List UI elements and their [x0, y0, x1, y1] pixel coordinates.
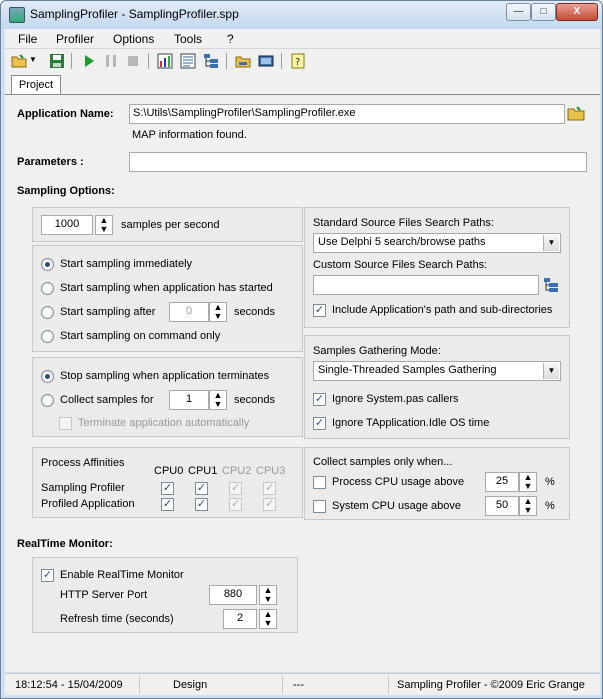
parameters-label: Parameters :	[17, 156, 84, 168]
title-bar[interactable]	[1, 1, 602, 29]
status-bar	[5, 673, 600, 695]
start-after-spinner[interactable]: ▲ ▼	[209, 302, 227, 322]
refresh-time-label: Refresh time (seconds)	[60, 613, 174, 625]
process-cpu-field[interactable]: 25	[485, 472, 519, 492]
ignore-idle-label[interactable]: Ignore TApplication.Idle OS time	[332, 417, 490, 429]
tree-icon[interactable]	[203, 53, 219, 69]
status-info: ---	[293, 676, 389, 694]
http-port-field[interactable]: 880	[209, 585, 257, 605]
collect-for-label[interactable]: Collect samples for	[60, 394, 154, 406]
gathering-mode-select[interactable]	[313, 361, 561, 381]
stop-on-terminate-label[interactable]: Stop sampling when application terminates	[60, 370, 270, 382]
chevron-down-icon[interactable]: ▼	[543, 235, 559, 251]
enable-realtime-label[interactable]: Enable RealTime Monitor	[60, 569, 184, 581]
standard-paths-value: Use Delphi 5 search/browse paths	[318, 236, 486, 248]
start-after-label[interactable]: Start sampling after	[60, 306, 156, 318]
affinity-app-cpu2-checkbox[interactable]: ✓	[230, 498, 241, 510]
tab-strip	[5, 73, 600, 95]
close-button[interactable]: X	[556, 3, 598, 21]
start-on-command-radio[interactable]	[41, 330, 54, 343]
app-icon	[9, 7, 25, 23]
collect-for-unit: seconds	[234, 394, 275, 406]
start-when-started-label[interactable]: Start sampling when application has started	[60, 282, 273, 294]
chevron-down-icon[interactable]: ▼	[543, 363, 559, 379]
include-app-path-checkbox[interactable]: ✓	[314, 304, 325, 316]
save-icon[interactable]	[49, 53, 65, 69]
start-options-group	[32, 245, 303, 352]
cpu0-header: CPU0	[154, 465, 184, 477]
collect-only-title: Collect samples only when...	[313, 456, 453, 468]
ignore-system-checkbox[interactable]: ✓	[314, 393, 325, 405]
toolbar	[5, 49, 600, 73]
status-copyright: Sampling Profiler - ©2009 Eric Grange	[397, 679, 585, 691]
terminate-auto-checkbox[interactable]	[59, 417, 72, 430]
custom-paths-label: Custom Source Files Search Paths:	[313, 259, 488, 271]
system-cpu-label[interactable]: System CPU usage above	[332, 500, 462, 512]
sampling-rate-spinner[interactable]: ▲ ▼	[95, 215, 113, 235]
affinity-row-profiled-application: Profiled Application	[41, 498, 135, 510]
include-app-path-label[interactable]: Include Application's path and sub-directories	[332, 304, 553, 316]
affinity-app-cpu1-checkbox[interactable]: ✓	[196, 498, 207, 510]
process-cpu-label[interactable]: Process CPU usage above	[332, 476, 465, 488]
stop-options-group	[32, 357, 303, 437]
system-cpu-checkbox[interactable]	[313, 500, 326, 513]
menu-tools[interactable]: Tools	[174, 32, 203, 46]
svg-text:?: ?	[295, 57, 301, 68]
browse-folder-icon[interactable]	[567, 104, 585, 122]
cpu3-header: CPU3	[256, 465, 286, 477]
custom-paths-field[interactable]	[313, 275, 539, 295]
application-name-field[interactable]: S:\Utils\SamplingProfiler\SamplingProfiler.exe	[129, 104, 565, 124]
affinity-app-cpu0-checkbox[interactable]: ✓	[162, 498, 173, 510]
sampling-rate-field[interactable]: 1000	[41, 215, 93, 235]
gathering-mode-value: Single-Threaded Samples Gathering	[318, 364, 497, 376]
realtime-monitor-group	[32, 557, 298, 633]
menu-file[interactable]: File	[18, 32, 38, 46]
affinity-app-cpu3-checkbox[interactable]: ✓	[264, 498, 275, 510]
start-on-command-label[interactable]: Start sampling on command only	[60, 330, 221, 342]
start-when-started-radio[interactable]	[41, 282, 54, 295]
project-panel	[5, 94, 600, 672]
collect-for-field[interactable]: 1	[169, 390, 209, 410]
system-cpu-unit: %	[545, 500, 555, 512]
collect-for-spinner[interactable]: ▲ ▼	[209, 390, 227, 410]
open-dropdown-icon[interactable]: ▼	[29, 55, 37, 64]
report-icon[interactable]	[157, 53, 173, 69]
sampling-options-label: Sampling Options:	[17, 185, 115, 197]
http-port-spinner[interactable]: ▲ ▼	[259, 585, 277, 605]
sampling-rate-group	[32, 207, 303, 242]
options-icon[interactable]	[180, 53, 196, 69]
window-title: SamplingProfiler - SamplingProfiler.spp	[30, 7, 239, 21]
minimize-button[interactable]: —	[506, 3, 531, 21]
collect-only-group	[304, 447, 570, 520]
process-cpu-unit: %	[545, 476, 555, 488]
gathering-mode-group	[304, 335, 570, 439]
cpu2-header: CPU2	[222, 465, 252, 477]
parameters-field[interactable]	[129, 152, 587, 172]
process-cpu-spinner[interactable]: ▲ ▼	[519, 472, 537, 492]
system-cpu-spinner[interactable]: ▲ ▼	[519, 496, 537, 516]
help-icon[interactable]	[290, 53, 306, 69]
run-icon[interactable]	[81, 53, 97, 69]
process-affinities-group	[32, 447, 303, 518]
terminate-auto-label[interactable]: Terminate application automatically	[78, 417, 250, 429]
ignore-system-label[interactable]: Ignore System.pas callers	[332, 393, 459, 405]
affinity-row-sampling-profiler: Sampling Profiler	[41, 482, 125, 494]
cpu1-header: CPU1	[188, 465, 218, 477]
process-cpu-checkbox[interactable]	[313, 476, 326, 489]
process-affinities-title: Process Affinities	[41, 457, 125, 469]
affinity-profiler-cpu0-checkbox[interactable]: ✓	[162, 482, 173, 494]
collect-for-radio[interactable]	[41, 394, 54, 407]
refresh-time-field[interactable]: 2	[223, 609, 257, 629]
menu-options[interactable]: Options	[113, 32, 155, 46]
standard-paths-select[interactable]	[313, 233, 561, 253]
standard-paths-label: Standard Source Files Search Paths:	[313, 217, 494, 229]
gathering-mode-label: Samples Gathering Mode:	[313, 345, 441, 357]
affinity-profiler-cpu3-checkbox[interactable]: ✓	[264, 482, 275, 494]
monitor-icon[interactable]	[258, 53, 274, 69]
samples-per-second-label: samples per second	[121, 219, 220, 231]
start-immediately-label[interactable]: Start sampling immediately	[60, 258, 193, 270]
maximize-button[interactable]: □	[531, 3, 556, 21]
stop-on-terminate-radio[interactable]	[41, 370, 54, 383]
start-after-field[interactable]: 0	[169, 302, 209, 322]
tab-project[interactable]: Project	[11, 75, 61, 96]
source-paths-group	[304, 207, 570, 328]
menu-help[interactable]: ?	[227, 32, 234, 46]
map-info-text: MAP information found.	[132, 129, 247, 141]
affinity-profiler-cpu1-checkbox[interactable]: ✓	[196, 482, 207, 494]
start-after-unit: seconds	[234, 306, 275, 318]
open-icon[interactable]	[11, 53, 27, 69]
enable-realtime-checkbox[interactable]: ✓	[42, 569, 53, 581]
refresh-time-spinner[interactable]: ▲ ▼	[259, 609, 277, 629]
pause-icon[interactable]	[103, 53, 119, 69]
application-name-label: Application Name:	[17, 108, 114, 120]
ignore-idle-checkbox[interactable]: ✓	[314, 417, 325, 429]
affinity-profiler-cpu2-checkbox[interactable]: ✓	[230, 482, 241, 494]
edit-paths-icon[interactable]	[542, 276, 560, 294]
system-cpu-field[interactable]: 50	[485, 496, 519, 516]
http-port-label: HTTP Server Port	[60, 589, 148, 601]
realtime-monitor-label: RealTime Monitor:	[17, 538, 113, 550]
start-immediately-radio[interactable]	[41, 258, 54, 271]
menu-bar	[5, 29, 600, 49]
status-datetime: 18:12:54 - 15/04/2009	[15, 676, 140, 694]
stop-icon[interactable]	[125, 53, 141, 69]
map-icon[interactable]	[235, 53, 251, 69]
status-mode: Design	[173, 676, 283, 694]
menu-profiler[interactable]: Profiler	[56, 32, 95, 46]
start-after-radio[interactable]	[41, 306, 54, 319]
